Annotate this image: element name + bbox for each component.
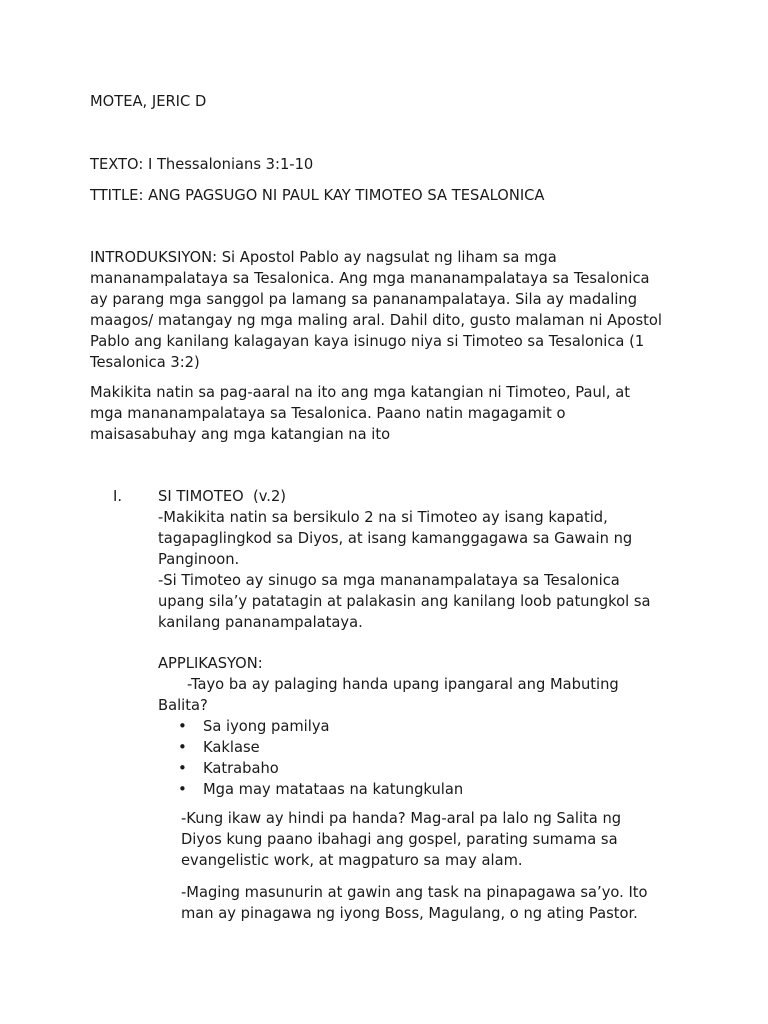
preparation-line: evangelistic work, at magpaturo sa may alam. — [181, 852, 523, 869]
section-body-line: upang sila’y patatagin at palakasin ang kanilang loob patungkol sa — [158, 593, 651, 610]
scripture-text: TEXTO: I Thessalonians 3:1-10 — [90, 156, 314, 173]
intro-line: ay parang mga sanggol pa lamang sa pananampalataya. Sila ay madaling — [90, 291, 638, 308]
overview-line: mga mananampalataya sa Tesalonica. Paano natin magagamit o — [90, 405, 566, 422]
bullet-icon: • — [178, 738, 187, 756]
section-body-line: -Si Timoteo ay sinugo sa mga mananampalataya sa Tesalonica — [158, 572, 620, 589]
section-body-line: -Makikita natin sa bersikulo 2 na si Timoteo ay isang kapatid, — [158, 509, 608, 526]
bullet-icon: • — [178, 780, 187, 798]
list-item-text: Sa iyong pamilya — [203, 718, 330, 735]
list-item-text: Kaklase — [203, 739, 260, 756]
intro-line: Pablo ang kanilang kalagayan kaya isinugo niya si Timoteo sa Tesalonica (1 — [90, 333, 645, 350]
intro-line: Tesalonica 3:2) — [90, 354, 200, 371]
application-question-line: Balita? — [158, 697, 208, 714]
section-body-line: kanilang pananampalataya. — [158, 614, 363, 631]
obedience-line: -Maging masunurin at gawin ang task na pinapagawa sa’yo. Ito — [181, 884, 648, 901]
list-item-text: Mga may matataas na katungkulan — [203, 781, 464, 798]
bullet-icon: • — [178, 759, 187, 777]
list-item-text: Katrabaho — [203, 760, 279, 777]
intro-line: maagos/ matangay ng mga maling aral. Dahil dito, gusto malaman ni Apostol — [90, 312, 662, 329]
preparation-paragraph — [181, 808, 701, 871]
intro-line: mananampalataya sa Tesalonica. Ang mga mananampalataya sa Tesalonica — [90, 270, 650, 287]
overview-paragraph — [90, 382, 710, 445]
obedience-paragraph — [181, 882, 701, 924]
list-item — [178, 758, 463, 779]
obedience-line: man ay pinagawa ng iyong Boss, Magulang, o ng ating Pastor. — [181, 905, 638, 922]
overview-line: maisasabuhay ang mga katangian na ito — [90, 426, 391, 443]
section-body-line: Panginoon. — [158, 551, 240, 568]
bullet-icon: • — [178, 717, 187, 735]
audience-bullet-list — [178, 716, 463, 800]
list-item — [178, 716, 463, 737]
applikasyon-label: APPLIKASYON: — [158, 655, 263, 672]
author-name: MOTEA, JERIC D — [90, 93, 207, 110]
section-numeral: I. — [113, 488, 123, 505]
introduction-paragraph — [90, 247, 710, 373]
list-item — [178, 779, 463, 800]
preparation-line: Diyos kung paano ibahagi ang gospel, parating sumama sa — [181, 831, 618, 848]
section-heading: SI TIMOTEO (v.2) — [158, 488, 287, 505]
section-body — [158, 507, 698, 633]
list-item — [178, 737, 463, 758]
application-question-line: -Tayo ba ay palaging handa upang ipangaral ang Mabuting — [187, 676, 619, 693]
preparation-line: -Kung ikaw ay hindi pa handa? Mag-aral pa lalo ng Salita ng — [181, 810, 622, 827]
intro-line: INTRODUKSIYON: Si Apostol Pablo ay nagsulat ng liham sa mga — [90, 249, 557, 266]
overview-line: Makikita natin sa pag-aaral na ito ang mga katangian ni Timoteo, Paul, at — [90, 384, 630, 401]
section-body-line: tagapaglingkod sa Diyos, at isang kamanggagawa sa Gawain ng — [158, 530, 633, 547]
sermon-title: TTITLE: ANG PAGSUGO NI PAUL KAY TIMOTEO SA TESALONICA — [90, 187, 545, 204]
